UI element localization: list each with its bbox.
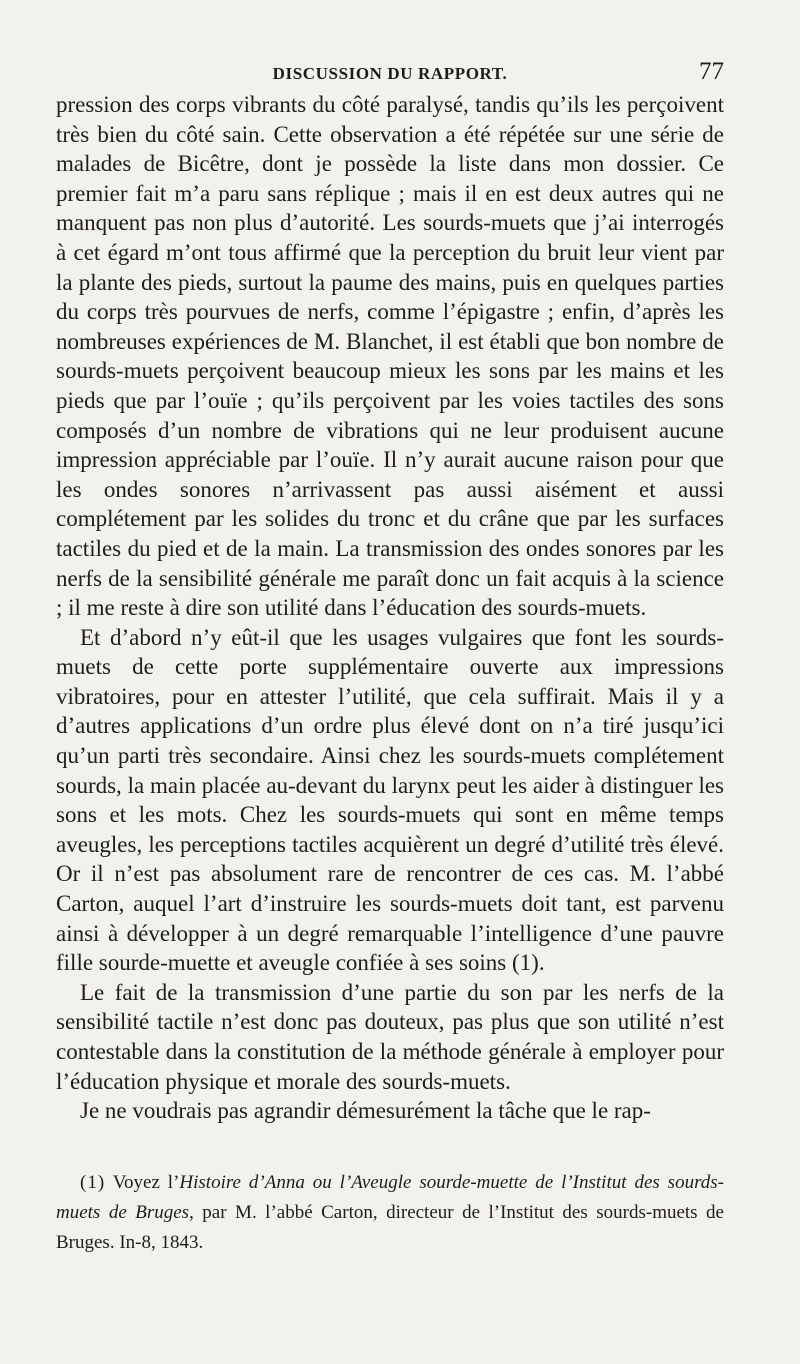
running-title: DISCUSSION DU RAPPORT. [272, 64, 508, 83]
paragraph: Je ne voudrais pas agrandir démesurément la tâche que le rap- [80, 1098, 651, 1124]
body-text [56, 90, 724, 1126]
paragraph-continuation: pression des corps vibrants du côté paralysé, tandis qu’ils les perçoivent très bien du côté sain. Cette observation a été répétée sur une série de malades de Bicêtre, dont je possède la liste dans mon dossier. Ce premier fait m’a paru sans réplique ; mais il en est deux autres qui ne manquent pas non plus d’autorité. Les sourds-muets que j’ai interrogés à cet égard m’ont tous affirmé que la perception du bruit leur vient par la plante des pieds, surtout la paume des mains, puis en quelques parties du corps très pourvues de nerfs, comme l’épigastre ; enfin, d’après les nombreuses expériences de M. Blanchet, il est établi que bon nombre de sourds-muets perçoivent beaucoup mieux les sons par les mains et les pieds que par l’ouïe ; qu’ils perçoivent par les voies tactiles des sons composés d’un nombre de vibrations qui ne leur produisent aucune impression appréciable par l’ouïe. Il n’y aurait aucune raison pour que les ondes sonores n’arrivassent pas aussi aisément et aussi complétement par les solides du tronc et du crâne que par les surfaces tactiles du pied et de la main. La transmission des ondes sonores par les nerfs de la sensibilité générale me paraît donc un fait acquis à la science ; il me reste à dire son utilité dans l’éducation des sourds-muets. [56, 92, 724, 621]
footnote-cited-title: Histoire d’Anna ou l’Aveugle sourde-muette de l’Institut des sourds-muets de Bruges [56, 1172, 724, 1223]
footnotes [56, 1168, 724, 1258]
footnote-marker: (1) [80, 1172, 106, 1193]
footnote-text-before: Voyez l’ [112, 1172, 180, 1193]
paragraph: Et d’abord n’y eût-il que les usages vulgaires que font les sourds-muets de cette porte supplémentaire ouverte aux impressions vibratoires, pour en attester l’utilité, que cela suffirait. Mais il y a d’autres applications d’un ordre plus élevé dont on n’a tiré jusqu’ici qu’un parti très secondaire. Ainsi chez les sourds-muets complétement sourds, la main placée au-devant du larynx peut les aider à distinguer les sons et les mots. Chez les sourds-muets qui sont en même temps aveugles, les perceptions tactiles acquièrent un degré d’utilité très élevé. Or il n’est pas absolument rare de rencontrer de ces cas. M. l’abbé Carton, auquel l’art d’instruire les sourds-muets doit tant, est parvenu ainsi à développer à un degré remarquable l’intelligence d’une pauvre fille sourde-muette et aveugle confiée à ses soins (1). [56, 624, 724, 976]
running-head [56, 58, 724, 88]
paragraph: Le fait de la transmission d’une partie du son par les nerfs de la sensibilité tactile n’est donc pas douteux, pas plus que son utilité n’est contestable dans la constitution de la méthode générale à employer pour l’éducation physique et morale des sourds-muets. [56, 979, 724, 1094]
footnote [56, 1168, 724, 1258]
footnote-text-after: , par M. l’abbé Carton, directeur de l’Institut des sourds-muets de Bruges. In-8, 1843. [56, 1202, 724, 1253]
page-number: 77 [699, 58, 724, 85]
